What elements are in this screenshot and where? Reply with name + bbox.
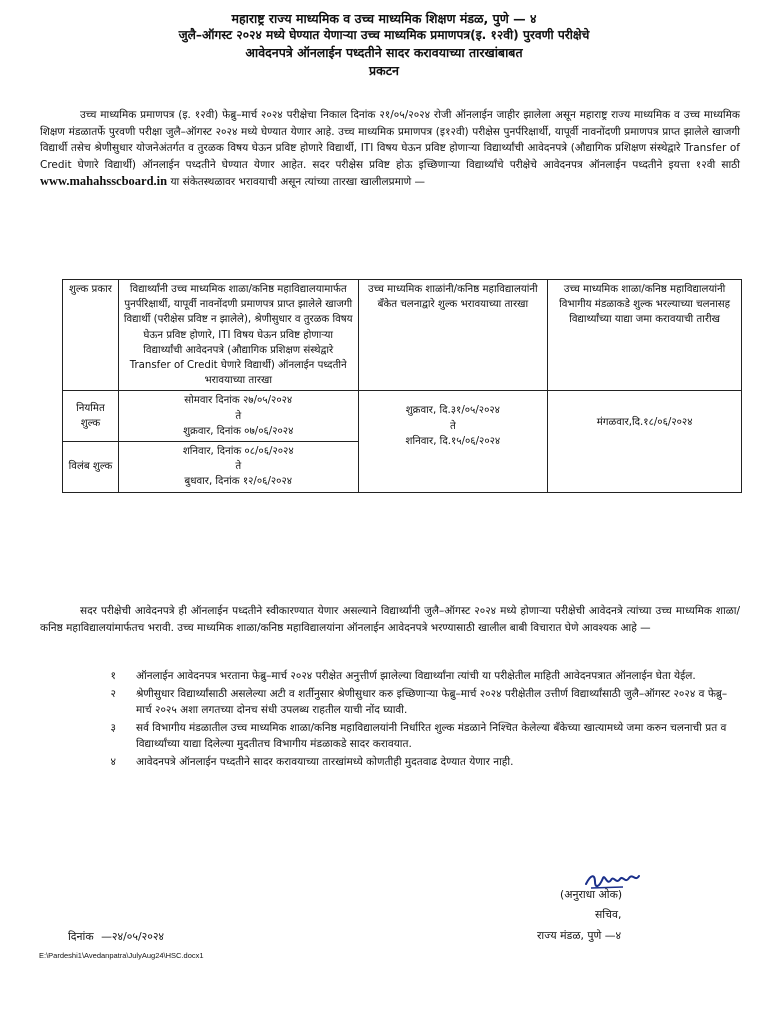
list-item — [96, 720, 742, 753]
list-item-number: १ — [110, 670, 116, 682]
table-row-regular — [63, 391, 742, 442]
intro-paragraph — [40, 107, 740, 191]
online-dates-regular — [118, 391, 358, 442]
list-item-text: आवेदनपत्रे ऑनलाईन पध्दतीने सादर करावयाच्या तारखांमध्ये कोणतीही मुदतवाढ देण्यात येणार नाही. — [136, 755, 514, 768]
online-to-date: शुक्रवार, दिनांक ०७/०६/२०२४ — [183, 425, 294, 437]
file-path: E:\Pardeshi1\Avedanpatra\JulyAug24\HSC.docx1 — [39, 951, 204, 960]
bank-dates-cell — [358, 391, 548, 492]
signatory-designation: सचिव, — [595, 908, 622, 921]
list-item-text: ऑनलाईन आवेदनपत्र भरताना फेब्रु–मार्च २०२४ परीक्षेत अनुत्तीर्ण झालेल्या विद्यार्थ्यांना त्यांची या परीक्षेतील माहिती आवेदनपत्रात ऑनलाईन घेता येईल. — [136, 670, 696, 682]
online-dates-late — [118, 442, 358, 493]
list-item-text: श्रेणीसुधार विद्यार्थ्यांसाठी असलेल्या अटी व शर्तीनुसार श्रेणीसुधार करु इच्छिणाऱ्या फेब्रु–मार्च २०२४ परीक्षेतील उत्तीर्ण विद्यार्थ्यांसाठी जुलै–ऑगस्ट २०२४ व फेब्रु–मार्च २०२५ अशा लगतच्या दोनच संधी उपलब्ध राहतील याची नोंद घ्यावी. — [136, 687, 728, 717]
list-item-number: २ — [110, 687, 116, 700]
website-link[interactable]: www.mahahsscboard.in — [40, 174, 168, 189]
board-title: महाराष्ट्र राज्य माध्यमिक व उच्च माध्यमिक शिक्षण मंडळ, पुणे — ४ — [231, 11, 537, 26]
submission-date-cell — [548, 391, 742, 492]
intro-tail: या संकेतस्थळावर भरावयाची असून त्यांच्या तारखा खालीलप्रमाणे — — [170, 176, 426, 189]
instructions-note — [40, 603, 740, 636]
late-to-date: बुधवार, दिनांक १२/०६/२०२४ — [184, 476, 293, 488]
list-item-number: ३ — [110, 721, 116, 734]
bank-date-separator: ते — [449, 420, 456, 432]
issue-date — [68, 929, 164, 944]
list-item-text: सर्व विभागीय मंडळातील उच्च माध्यमिक शाळा/कनिष्ठ महाविद्यालयांनी निर्धारित शुल्क मंडळाने निश्चित केलेल्या बँकेच्या खात्यामध्ये जमा करुन चलनाची प्रत व विद्यार्थ्यांच्या याद्या दिलेल्या मुदतीतच विभागीय मंडळाकडे सादर करावयात. — [136, 721, 727, 751]
list-item-number: ४ — [110, 755, 116, 768]
bank-from-date: शुक्रवार, दि.३१/०५/२०२४ — [405, 405, 500, 417]
header-bank-dates: उच्च माध्यमिक शाळांनी/कनिष्ठ महाविद्यालयांनी बँकेत चलनाद्वारे शुल्क भरावयाच्या तारखा — [358, 280, 548, 391]
online-from-date: सोमवार दिनांक २७/०५/२०२४ — [184, 395, 293, 407]
note-text: सदर परीक्षेची आवेदनपत्रे ही ऑनलाईन पध्दतीने स्वीकारण्यात येणार असल्याने विद्यार्थ्यांनी जुलै–ऑगस्ट २०२४ मध्ये होणाऱ्या परीक्षेची आवेदनत्रे त्यांच्या उच्च माध्यमिक शाळा/कनिष्ठ महाविद्यालयांमार्फतच भरावी. उच्च माध्यमिक शाळा/कनिष्ठ महाविद्यालयांना ऑनलाईन आवेदनपत्रे भरण्यासाठी खालील बाबी विचारात घेणे आवश्यक आहे — — [40, 605, 740, 634]
notice-subject-line2: आवेदनपत्रे ऑनलाईन पध्दतीने सादर करावयाच्या तारखांबाबत — [245, 45, 523, 60]
submission-date: मंगळवार,दि.१८/०६/२०२४ — [596, 417, 693, 429]
header-fee-type: शुल्क प्रकार — [63, 280, 119, 391]
late-date-separator: ते — [235, 461, 242, 473]
list-item — [96, 754, 742, 771]
header-submission-date: उच्च माध्यमिक शाळा/कनिष्ठ महाविद्यालयांनी विभागीय मंडळाकडे शुल्क भरल्याच्या चलनासह विद्यार्थ्यांच्या याद्या जमा करावयाची तारीख — [548, 280, 742, 391]
fee-type-late: विलंब शुल्क — [63, 442, 119, 493]
issue-date-value: —२४/०५/२०२४ — [101, 930, 165, 943]
notice-subject-line1: जुलै–ऑगस्ट २०२४ मध्ये घेण्यात येणाऱ्या उच्च माध्यमिक प्रमाणपत्र(इ. १२वी) पुरवणी परीक्षेचे — [178, 28, 590, 42]
list-item — [96, 668, 742, 685]
intro-text: उच्च माध्यमिक प्रमाणपत्र (इ. १२वी) फेब्रु–मार्च २०२४ परीक्षेचा निकाल दिनांक २१/०५/२०२४ रोजी ऑनलाईन जाहीर झालेला असून महाराष्ट्र राज्य माध्यमिक व उच्च माध्यमिक शिक्षण मंडळातर्फे पुरवणी परीक्षा जुलै–ऑगस्ट २०२४ मध्ये घेण्यात येणार आहे. उच्च माध्यमिक प्रमाणपत्र (इ१२वी) परीक्षेस पुनर्परिक्षार्थी, यापूर्वी नावनोंदणी प्रमाणपत्र प्राप्त झालेले खाजगी विद्यार्थी तसेच श्रेणीसुधार योजनेअंतर्गत व तुरळक विषय घेऊन प्रविष्ट होणारे विद्यार्थी, ITI विषय घेऊन प्रविष्ट होणाऱ्या विद्यार्थ्यांची आवेदनपत्रे (औद्यागिक प्रशिक्षण संस्थेद्वारे Transfer of Credit घेणारे विद्यार्थी) ऑनलाईन पध्दतीने घेण्यात येणार आहेत. सदर परीक्षेस प्रविष्ट होऊ इच्छिणाऱ्या विद्यार्थ्यांचे परीक्षेचे आवेदनपत्र ऑनलाईन पध्दतीने इयत्ता १२वी साठी — [40, 109, 740, 171]
notice-heading: प्रकटन — [369, 63, 399, 78]
list-item — [96, 686, 742, 719]
issue-date-label: दिनांक — [68, 930, 94, 943]
header-online-dates: विद्यार्थ्यांनी उच्च माध्यमिक शाळा/कनिष्ठ महाविद्यालयामार्फत पुनर्परिक्षार्थी, यापूर्वी नावनोंदणी प्रमाणपत्र प्राप्त झालेले खाजगी विद्यार्थी (परीक्षेस प्रविष्ट न झालेले), श्रेणीसुधार व तुरळक विषय घेऊन प्रविष्ट होणारे, ITI विषय घेऊन प्रविष्ट होणाऱ्या विद्यार्थ्यांची आवेदनपत्रे (औद्यागिक प्रशिक्षण संस्थेद्वारे Transfer of Credit घेणारे विद्यार्थी) ऑनलाईन पध्दतीने भरावयाच्या तारखा — [118, 280, 358, 391]
late-from-date: शनिवार, दिनांक ०८/०६/२०२४ — [182, 446, 294, 458]
signatory-name: (अनुराधा ओक) — [560, 888, 623, 901]
instructions-list — [96, 668, 742, 772]
notice-header — [20, 4, 748, 79]
online-date-separator: ते — [235, 410, 242, 422]
bank-to-date: शनिवार, दि.१५/०६/२०२४ — [405, 435, 501, 447]
signatory-office: राज्य मंडळ, पुणे —४ — [537, 929, 622, 942]
fee-type-regular: नियमित शुल्क — [63, 391, 119, 442]
table-header-row — [63, 280, 742, 391]
fee-schedule-table — [62, 279, 742, 493]
